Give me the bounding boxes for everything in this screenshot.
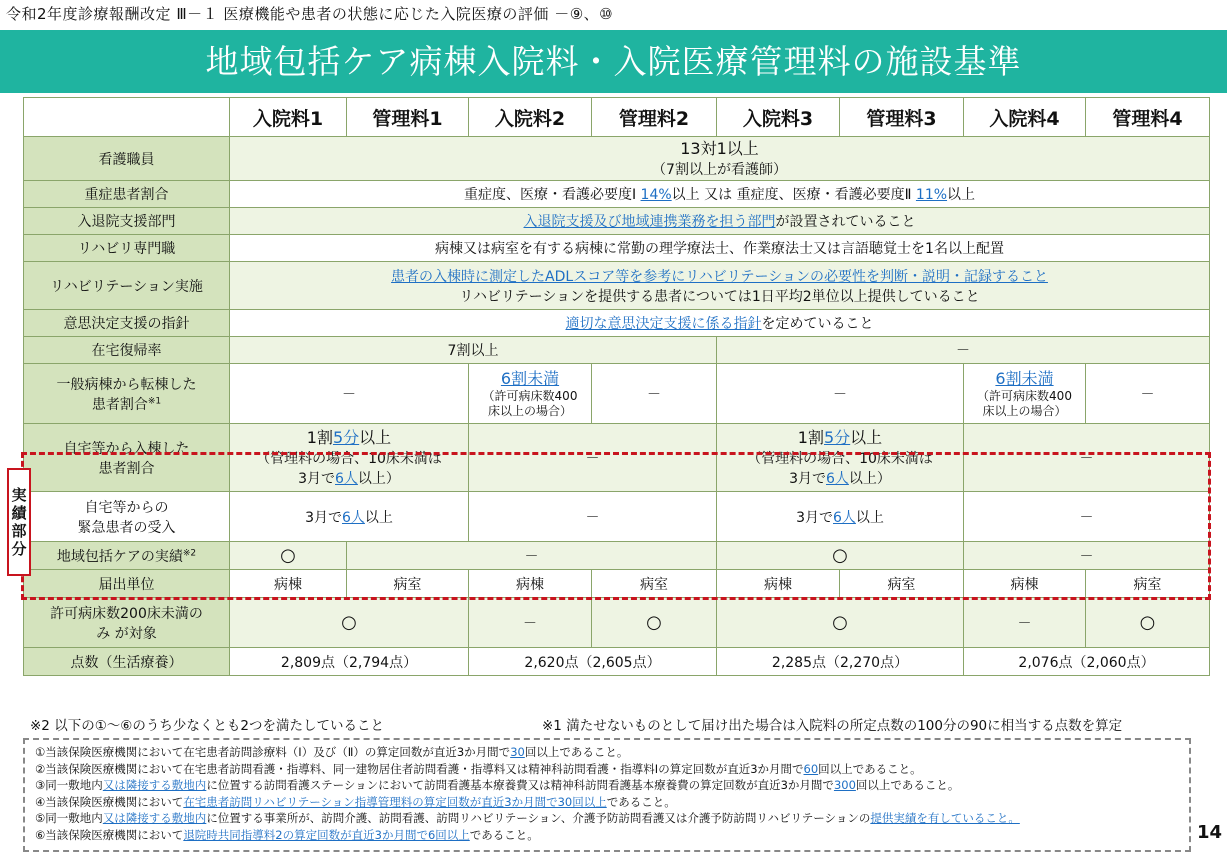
row-label: 在宅復帰率 — [24, 337, 230, 364]
table-row — [24, 570, 1210, 598]
conditions-box — [23, 738, 1191, 852]
row-label: 届出単位 — [24, 570, 230, 598]
unit-cell: 病棟 — [469, 570, 592, 598]
unit-cell: 病室 — [1086, 570, 1210, 598]
severity-link-1[interactable]: 14% — [640, 187, 672, 203]
points-cell: 2,285点（2,270点） — [717, 648, 964, 676]
table-row — [24, 598, 1210, 648]
side-label-char: 分 — [11, 540, 27, 558]
emergency-cell — [717, 492, 964, 542]
transfer-cell: － — [592, 364, 717, 424]
nursing-line2: （7割以上が看護師） — [652, 161, 787, 178]
emergency-cell: － — [469, 492, 717, 542]
transfer-note: （許可病床数400 — [482, 388, 578, 403]
unit-cell: 病室 — [840, 570, 964, 598]
footnote-2: ※2 以下の①～⑥のうち少なくとも2つを満たしていること — [30, 718, 384, 734]
home-admit-link[interactable]: 6人 — [335, 470, 358, 487]
discharge-text: が設置されていること — [775, 214, 916, 230]
community-cell: ○ — [230, 542, 347, 570]
col-header: 管理料2 — [592, 98, 717, 137]
row-label: リハビリテーション実施 — [24, 262, 230, 310]
decision-link[interactable]: 適切な意思決定支援に係る指針 — [565, 316, 762, 332]
transfer-cell: － — [230, 364, 469, 424]
facility-standards-table — [23, 97, 1210, 676]
condition-item — [35, 810, 1179, 827]
condition-link[interactable]: 在宅患者訪問リハビリテーション指導管理料の算定回数が直近3か月間で30回以上 — [183, 794, 607, 809]
unit-cell: 病棟 — [717, 570, 840, 598]
unit-cell: 病棟 — [230, 570, 347, 598]
home-return-left: 7割以上 — [230, 337, 717, 364]
home-return-right: － — [717, 337, 1210, 364]
beds200-cell: ○ — [230, 598, 469, 648]
table-row — [24, 262, 1210, 310]
transfer-cell — [469, 364, 592, 424]
col-header: 入院料2 — [469, 98, 592, 137]
points-cell: 2,809点（2,794点） — [230, 648, 469, 676]
discharge-link[interactable]: 入退院支援及び地域連携業務を担う部門 — [523, 214, 776, 230]
row-label-line: 許可病床数200床未満の — [50, 605, 203, 622]
beds200-cell: － — [469, 598, 592, 648]
condition-text: ④当該保険医療機関において — [35, 794, 184, 809]
table-header-row — [24, 98, 1210, 137]
transfer-note: （許可病床数400 — [977, 388, 1072, 403]
home-admit-text: （管理料の場合、10床未満は — [747, 450, 933, 467]
emergency-text: 3月で — [305, 509, 342, 526]
home-admit-text: （管理料の場合、10床未満は — [256, 450, 442, 467]
severity-text: 以上 又は 重症度、医療・看護必要度Ⅱ — [671, 187, 916, 203]
decision-value — [230, 310, 1210, 337]
home-admit-text: 以上 — [850, 427, 883, 447]
table-row — [24, 235, 1210, 262]
emergency-link[interactable]: 6人 — [342, 509, 365, 526]
col-header: 入院料3 — [717, 98, 840, 137]
home-admit-text: 以上 — [359, 427, 392, 447]
rehab-line2: リハビリテーションを提供する患者については1日平均2単位以上提供していること — [459, 288, 980, 305]
unit-cell: 病室 — [592, 570, 717, 598]
home-admit-cell: － — [469, 424, 717, 492]
corner-cell — [24, 98, 230, 137]
condition-link[interactable]: 300 — [833, 778, 856, 792]
severity-text: 以上 — [947, 187, 976, 203]
row-label: リハビリ専門職 — [24, 235, 230, 262]
rehab-value — [230, 262, 1210, 310]
table-row — [24, 208, 1210, 235]
page-title-banner: 地域包括ケア病棟入院料・入院医療管理料の施設基準 — [0, 30, 1227, 93]
col-header: 管理料4 — [1086, 98, 1210, 137]
home-admit-text: 以上） — [357, 470, 400, 487]
revision-header: 令和2年度診療報酬改定 Ⅲ－１ 医療機能や患者の状態に応じた入院医療の評価 －⑨、⑩ — [6, 5, 614, 23]
transfer-cell: － — [717, 364, 964, 424]
condition-text: ③同一敷地内 — [35, 778, 103, 792]
home-admit-cell — [717, 424, 964, 492]
transfer-cell: － — [1086, 364, 1210, 424]
condition-text: ①当該保険医療機関において在宅患者訪問診療料（Ⅰ）及び（Ⅱ）の算定回数が直近3か月間で — [35, 745, 511, 759]
transfer-cell — [964, 364, 1086, 424]
row-label-text: 地域包括ケアの実績 — [56, 548, 183, 565]
condition-link[interactable]: 退院時共同指導料2の算定回数が直近3か月間で6回以上 — [183, 827, 470, 842]
row-label-line — [28, 394, 225, 414]
emergency-text: 3月で — [796, 509, 833, 526]
condition-item — [35, 744, 1179, 761]
home-admit-text: 1割 — [306, 427, 333, 447]
points-cell: 2,076点（2,060点） — [964, 648, 1210, 676]
condition-text: に位置する訪問看護ステーションにおいて訪問看護基本療養費又は精神科訪問看護基本療養費の算定回数が直近3か月間で — [206, 778, 834, 792]
nursing-line1: 13対1以上 — [680, 138, 759, 158]
condition-item — [35, 777, 1179, 794]
performance-section-label — [7, 468, 31, 576]
condition-text: ⑤同一敷地内 — [35, 811, 103, 825]
row-label — [24, 364, 230, 424]
beds200-cell: ○ — [717, 598, 964, 648]
row-label: 看護職員 — [24, 137, 230, 181]
col-header: 管理料3 — [840, 98, 964, 137]
page-number: 14 — [1197, 822, 1223, 843]
row-label: 点数（生活療養） — [24, 648, 230, 676]
home-admit-text: 1割 — [797, 427, 824, 447]
side-label-char: 実 — [11, 486, 27, 504]
rehab-staff-value: 病棟又は病室を有する病棟に常勤の理学療法士、作業療法士又は言語聴覚士を1名以上配置 — [230, 235, 1210, 262]
condition-text: ②当該保険医療機関において在宅患者訪問看護・指導料、同一建物居住者訪問看護・指導料又は精神科訪問看護・指導料Ⅰの算定回数が直近3か月間で — [35, 761, 804, 776]
row-label: 意思決定支援の指針 — [24, 310, 230, 337]
row-label — [24, 492, 230, 542]
emergency-link[interactable]: 6人 — [833, 509, 856, 526]
condition-item — [35, 794, 1179, 811]
condition-text: であること。 — [469, 827, 539, 842]
condition-text: 回以上であること。 — [524, 745, 629, 759]
unit-cell: 病棟 — [964, 570, 1086, 598]
community-cell: － — [347, 542, 717, 570]
severity-value — [230, 181, 1210, 208]
footnote-mark: ※1 — [147, 395, 162, 406]
col-header: 入院料4 — [964, 98, 1086, 137]
condition-text: に位置する事業所が、訪問介護、訪問看護、訪問リハビリテーション、介護予防訪問看護又は介護予防訪問リハビリテーションの — [206, 811, 871, 825]
beds200-cell: ○ — [592, 598, 717, 648]
severity-link-2[interactable]: 11% — [915, 187, 948, 203]
table-row — [24, 492, 1210, 542]
beds200-cell: ○ — [1086, 598, 1210, 648]
row-label: 重症患者割合 — [24, 181, 230, 208]
table-row — [24, 181, 1210, 208]
emergency-cell: － — [964, 492, 1210, 542]
community-cell: － — [964, 542, 1210, 570]
beds200-cell: － — [964, 598, 1086, 648]
row-label-line: 緊急患者の受入 — [77, 519, 176, 536]
transfer-note: 床以上の場合） — [487, 403, 572, 418]
condition-text: ⑥当該保険医療機関において — [35, 827, 184, 842]
col-header: 管理料1 — [347, 98, 469, 137]
condition-link[interactable]: 又は隣接する敷地内 — [102, 811, 207, 825]
emergency-cell — [230, 492, 469, 542]
transfer-note: 床以上の場合） — [982, 403, 1067, 418]
condition-text: 回以上であること。 — [855, 778, 960, 792]
side-label-char: 部 — [11, 522, 27, 540]
home-admit-cell: － — [964, 424, 1210, 492]
home-admit-text: 3月で — [789, 470, 826, 487]
home-admit-text: 以上） — [848, 470, 891, 487]
home-admit-link[interactable]: 5分 — [332, 427, 360, 447]
condition-link[interactable]: 又は隣接する敷地内 — [102, 778, 207, 792]
community-cell: ○ — [717, 542, 964, 570]
table-row — [24, 310, 1210, 337]
table-row — [24, 364, 1210, 424]
row-label — [24, 542, 230, 570]
unit-cell: 病室 — [347, 570, 469, 598]
home-admit-link[interactable]: 6人 — [826, 470, 849, 487]
footnote-1: ※1 満たせないものとして届け出た場合は入院料の所定点数の100分の90に相当する点数を算定 — [542, 718, 1123, 734]
footnote-mark: ※2 — [182, 547, 197, 558]
col-header: 入院料1 — [230, 98, 347, 137]
row-label-line: 自宅等から入棟した — [63, 440, 190, 457]
row-label-line: 自宅等からの — [84, 499, 169, 516]
condition-item — [35, 827, 1179, 844]
discharge-value — [230, 208, 1210, 235]
table-row — [24, 648, 1210, 676]
home-admit-link[interactable]: 5分 — [823, 427, 851, 447]
table-row — [24, 137, 1210, 181]
table-row — [24, 424, 1210, 492]
row-label-text: 患者割合 — [91, 396, 148, 413]
row-label-line: み が対象 — [96, 625, 157, 642]
home-admit-text: 3月で — [298, 470, 335, 487]
condition-link[interactable]: 60 — [803, 761, 819, 776]
condition-item — [35, 761, 1179, 778]
decision-text: を定めていること — [761, 316, 874, 332]
row-label-line: 一般病棟から転棟した — [56, 376, 197, 393]
emergency-text: 以上 — [855, 509, 884, 526]
points-cell: 2,620点（2,605点） — [469, 648, 717, 676]
table-row — [24, 542, 1210, 570]
transfer-link[interactable]: 6割未満 — [500, 368, 560, 388]
side-label-char: 績 — [11, 504, 27, 522]
emergency-text: 以上 — [364, 509, 393, 526]
row-label — [24, 424, 230, 492]
table-row — [24, 337, 1210, 364]
transfer-link[interactable]: 6割未満 — [995, 368, 1054, 388]
row-label-line: 患者割合 — [98, 460, 155, 477]
condition-link[interactable]: 30 — [510, 745, 525, 759]
condition-text: 回以上であること。 — [818, 761, 922, 776]
nursing-value — [230, 137, 1210, 181]
rehab-link[interactable]: 患者の入棟時に測定したADLスコア等を参考にリハビリテーションの必要性を判断・説明・記録すること — [391, 268, 1048, 285]
condition-text: であること。 — [606, 794, 676, 809]
row-label — [24, 598, 230, 648]
row-label: 入退院支援部門 — [24, 208, 230, 235]
condition-link[interactable]: 提供実績を有していること。 — [870, 811, 1020, 825]
severity-text: 重症度、医療・看護必要度Ⅰ — [463, 187, 641, 203]
home-admit-cell — [230, 424, 469, 492]
